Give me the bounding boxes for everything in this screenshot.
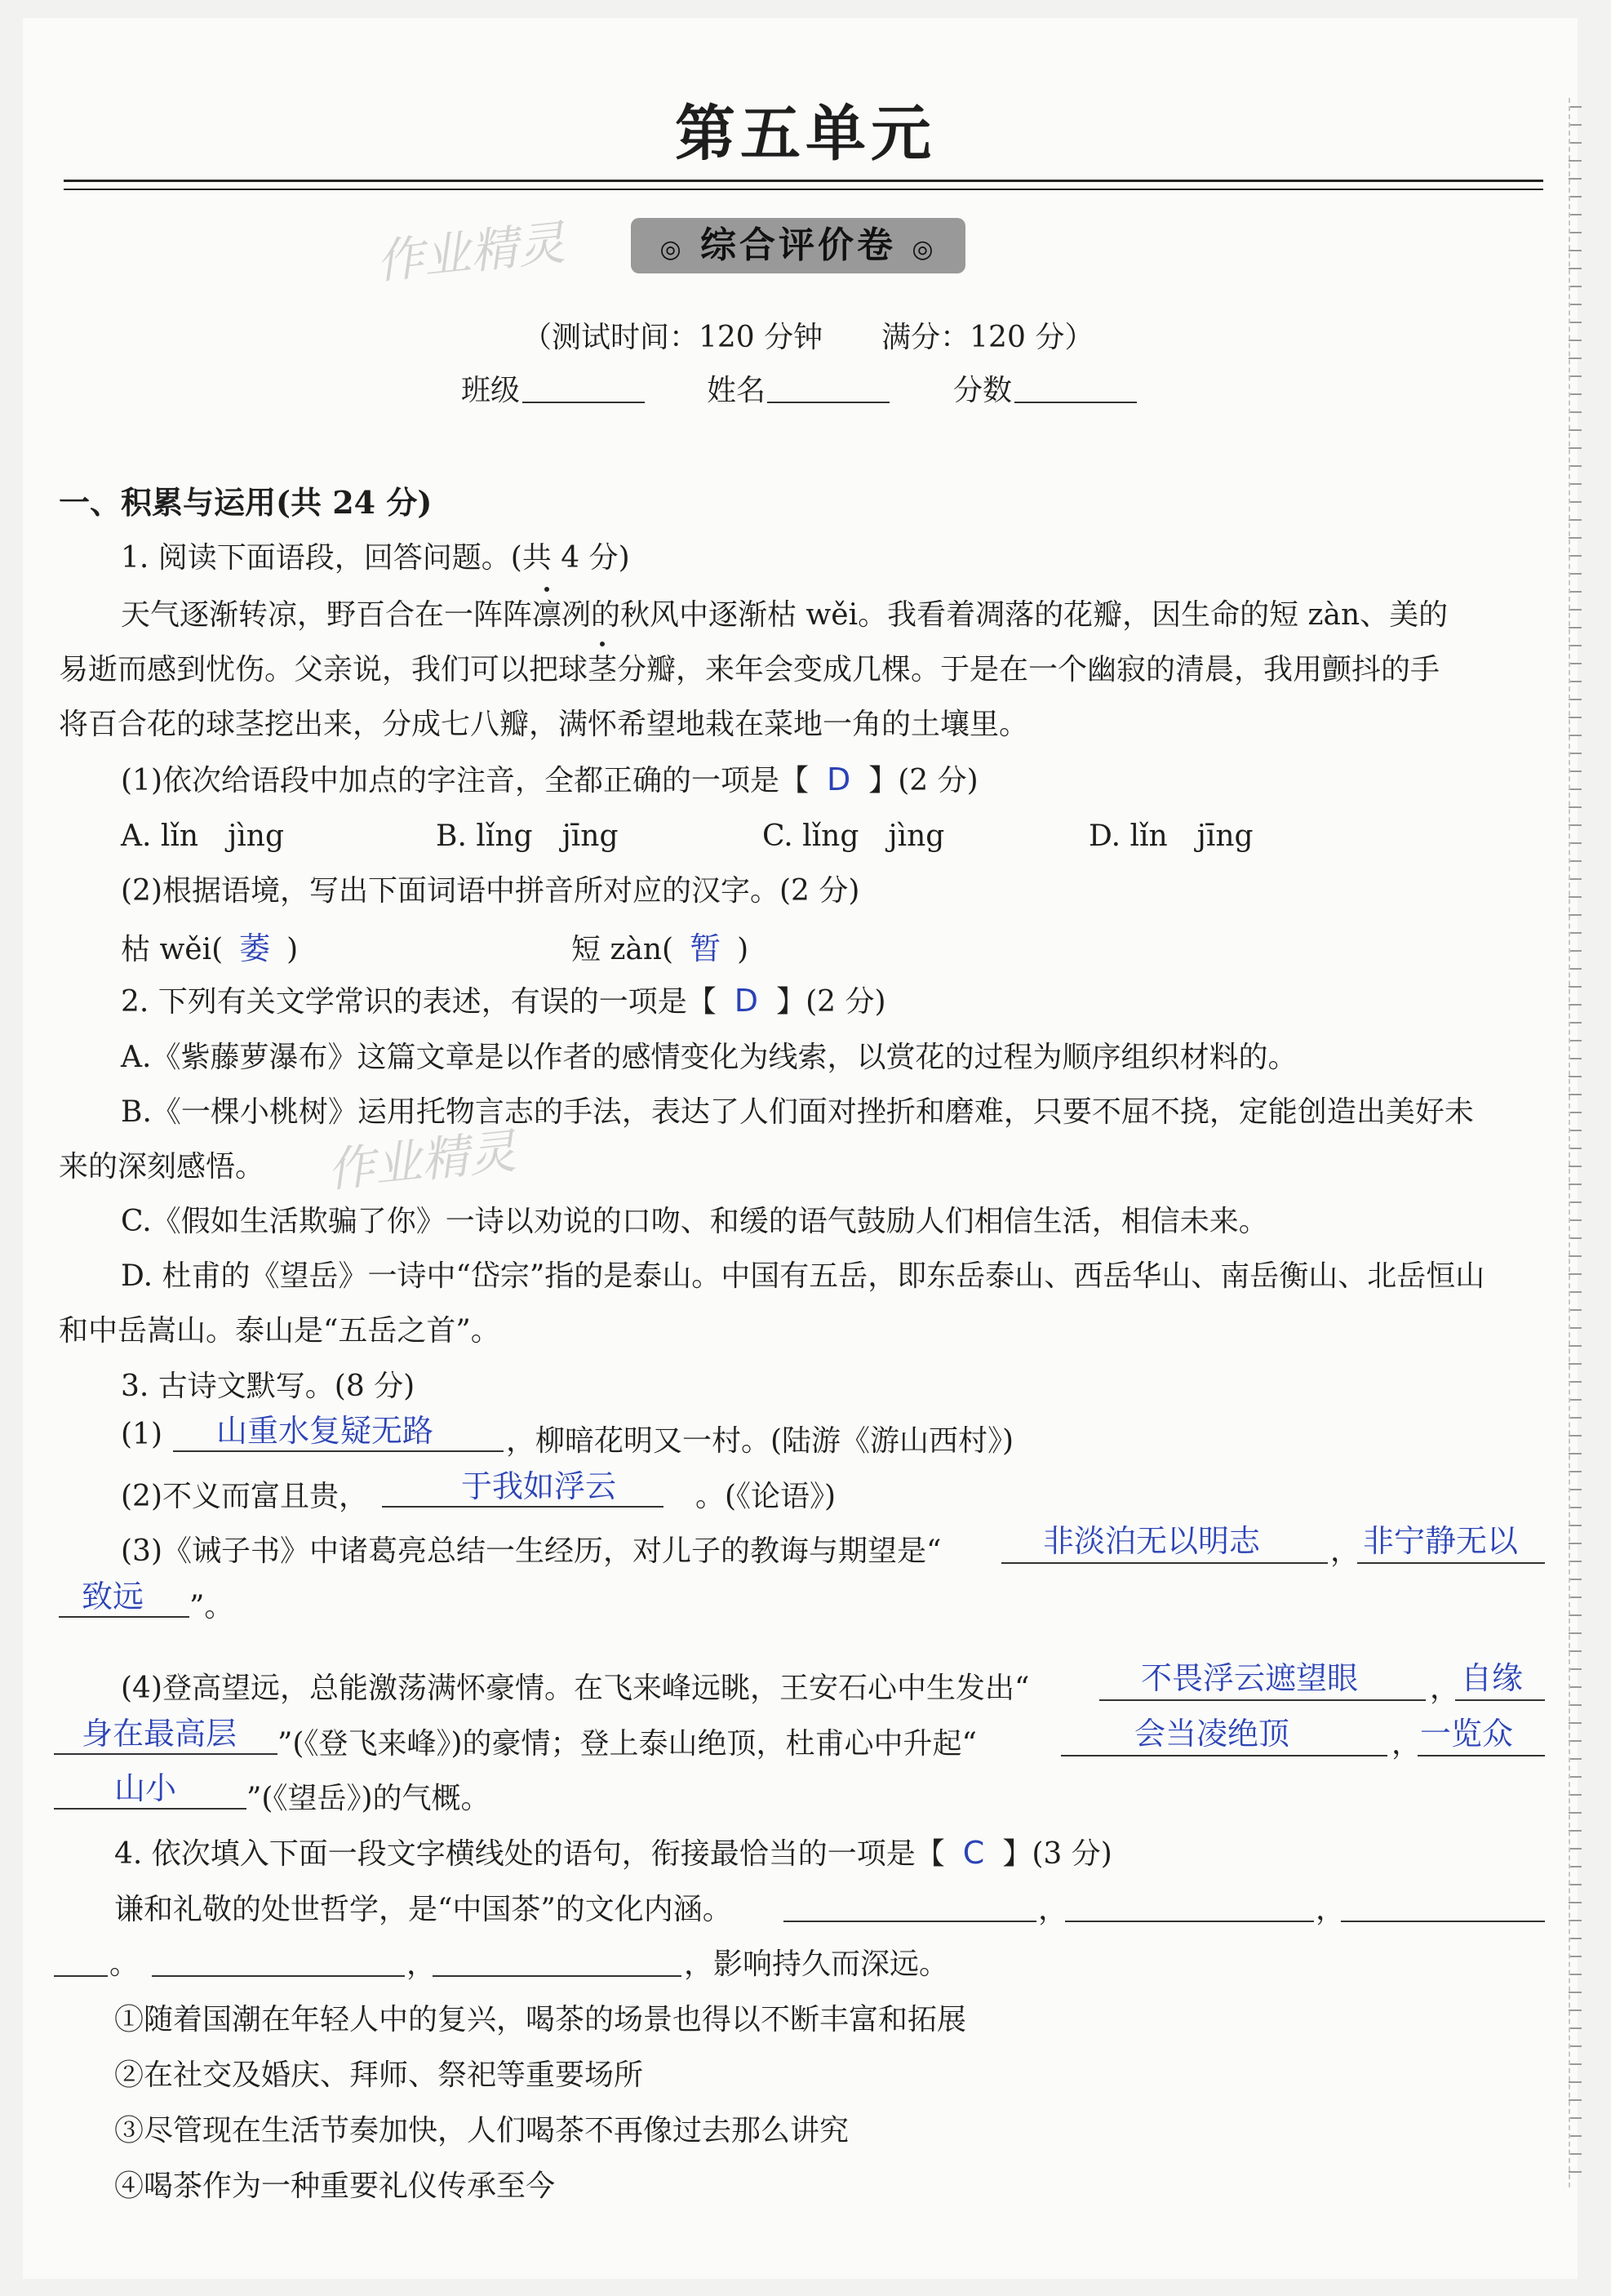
- q4-item-2: ②在社交及婚庆、拜师、祭祀等重要场所: [114, 2058, 644, 2092]
- q1-option-a: A. lǐn jìng: [121, 819, 285, 853]
- q4-passage-line1: 谦和礼敬的处世哲学，是“中国茶”的文化内涵。: [114, 1893, 732, 1926]
- q1-sub2: (2)根据语境，写出下面词语中拼音所对应的汉字。(2 分): [121, 874, 860, 908]
- score-label: 分数: [953, 374, 1013, 407]
- q1-dotted-char-1: 凛: [532, 592, 561, 633]
- q4-blank3a[interactable]: [1341, 1888, 1545, 1922]
- q3-s1-answer: 山重水复疑无路: [216, 1413, 434, 1449]
- q3-s2-rest: 。(《论语》): [695, 1480, 837, 1513]
- q1-sub2-w2-label: 短 zàn(: [571, 933, 674, 966]
- q4-blank1[interactable]: [783, 1888, 1036, 1922]
- q2-option-a: A.《紫藤萝瀑布》这篇文章是以作者的感情变化为线索，以赏花的过程为顺序组织材料的。: [121, 1041, 1298, 1074]
- watermark-2: 作业精灵: [324, 1123, 519, 1198]
- q3-s1-num: (1): [121, 1418, 162, 1451]
- q4-stem: [114, 1831, 1112, 1872]
- q3-s4-answer2a: 自缘: [1461, 1660, 1524, 1696]
- q3-s4-answer4b: 山小: [114, 1770, 177, 1806]
- exam-info: （测试时间：120 分钟 满分：120 分）: [522, 321, 1094, 354]
- banner-mark-right: ◎: [912, 235, 937, 264]
- q2-stem-text: 2. 下列有关文学常识的表述，有误的一项是【: [121, 985, 717, 1019]
- q2-option-b-line2: 来的深刻感悟。: [59, 1150, 265, 1184]
- q4-comma3: ，: [406, 1947, 437, 1981]
- q1-option-b: B. lǐng jīng: [436, 819, 619, 853]
- banner-label: 综合评价卷: [700, 224, 896, 266]
- q2-stem: [121, 979, 886, 1020]
- q3-s4-end: ”(《望岳》)的气概。: [246, 1782, 490, 1815]
- q3-s4-comma2: ，: [1391, 1727, 1422, 1761]
- q1-option-c: C. lǐng jìng: [762, 819, 945, 853]
- name-label: 姓名: [707, 374, 766, 407]
- q4-passage-end: ，影响持久而深远。: [684, 1947, 949, 1981]
- q2-option-d-line2: 和中岳嵩山。泰山是“五岳之首”。: [59, 1314, 500, 1348]
- q1-sub2-w1-label: 枯 wěi(: [121, 933, 224, 966]
- class-label: 班级: [461, 374, 521, 407]
- score-field[interactable]: [1014, 369, 1137, 403]
- q3-s3-end: ”。: [189, 1590, 234, 1623]
- watermark: 作业精灵: [373, 215, 568, 290]
- q1-p1a: 天气逐渐转凉，野百合在一阵阵: [121, 598, 533, 632]
- q1-passage-line3: 将百合花的球茎挖出来，分成七八瓣，满怀希望地栽在菜地一角的土壤里。: [59, 708, 1029, 741]
- q3-s3-answer2b: 致远: [82, 1579, 144, 1614]
- q1-sub1-points: 】(2 分): [868, 764, 979, 797]
- q1-stem: 1. 阅读下面语段，回答问题。(共 4 分): [121, 541, 630, 575]
- q1-sub1: [121, 757, 979, 799]
- q1-sub1-text: (1)依次给语段中加点的字注音，全都正确的一项是【: [121, 764, 809, 797]
- q2-option-c: C.《假如生活欺骗了你》一诗以劝说的口吻、和缓的语气鼓励人们相信生活，相信未来。: [121, 1205, 1268, 1238]
- q1-p2a: 易逝而感到忧伤。父亲说，我们可以把球: [59, 653, 588, 686]
- q3-s3-answer1: 非淡泊无以明志: [1043, 1523, 1261, 1559]
- q1-passage-line1: [121, 592, 1448, 633]
- q2-answer: D: [734, 983, 759, 1019]
- q4-blank4[interactable]: [152, 1943, 405, 1977]
- q4-item-1: ①随着国潮在年轻人中的复兴，喝茶的场景也得以不断丰富和拓展: [114, 2003, 967, 2036]
- q1-sub2-word2: [571, 923, 748, 968]
- q4-comma2: ，: [1316, 1893, 1346, 1926]
- q1-sub2-answer2: 暂: [690, 930, 721, 966]
- q2-option-d-line1: D. 杜甫的《望岳》一诗中“岱宗”指的是泰山。中国有五岳，即东岳泰山、西岳华山、南岳衡山、北岳恒山: [121, 1259, 1485, 1293]
- q3-s3-comma: ，: [1330, 1534, 1360, 1568]
- q4-blank2[interactable]: [1065, 1888, 1314, 1922]
- unit-title: 第五单元: [675, 99, 936, 169]
- q4-period: 。: [109, 1947, 140, 1981]
- q1-p1b: 冽的秋风中逐渐枯 wěi。我看着凋落的花瓣，因生命的短 zàn、美的: [561, 598, 1449, 632]
- q4-comma1: ，: [1038, 1893, 1068, 1926]
- q3-s4-comma: ，: [1430, 1672, 1460, 1705]
- q4-answer: C: [962, 1835, 985, 1871]
- banner-mark-left: ◎: [659, 235, 685, 264]
- q3-s1-rest: ，柳暗花明又一村。(陆游《游山西村》): [506, 1424, 1014, 1458]
- q1-sub2-w1-close: ): [286, 933, 299, 966]
- name-field[interactable]: [767, 369, 890, 403]
- q2-points: 】(2 分): [776, 985, 886, 1019]
- q1-passage-line2: [59, 646, 1440, 688]
- q1-option-d: D. lǐn jīng: [1089, 819, 1254, 853]
- q3-s4-answer2b: 身在最高层: [82, 1716, 237, 1752]
- q4-item-4: ④喝茶作为一种重要礼仪传承至今: [114, 2169, 556, 2203]
- q1-sub1-answer: D: [827, 762, 851, 797]
- q3-s4-answer3: 会当凌绝顶: [1134, 1716, 1290, 1752]
- q1-sub2-answer1: 萎: [239, 930, 271, 966]
- q4-item-3: ③尽管现在生活节奏加快，人们喝茶不再像过去那么讲究: [114, 2114, 850, 2147]
- q1-p2b: 分瓣，来年会变成几棵。于是在一个幽寂的清晨，我用颤抖的手: [617, 653, 1440, 686]
- title-rule-top: [64, 180, 1543, 182]
- section-title: 一、积累与运用(共 24 分): [59, 484, 433, 521]
- q3-s4-pre: (4)登高望远，总能激荡满怀豪情。在飞来峰远眺，王安石心中生发出“: [121, 1672, 1030, 1705]
- page-edge-decoration: [1569, 98, 1582, 2187]
- class-field[interactable]: [522, 369, 645, 403]
- q1-sub2-w2-close: ): [737, 933, 749, 966]
- q3-s4-mid: ”(《登飞来峰》)的豪情；登上泰山绝顶，杜甫心中升起“: [277, 1727, 977, 1761]
- q3-s3-answer2a: 非宁静无以: [1363, 1523, 1519, 1559]
- title-rule-bottom: [64, 189, 1543, 190]
- q1-sub2-word1: [121, 923, 298, 968]
- q3-s2-pre: (2)不义而富且贵，: [121, 1480, 368, 1513]
- q3-s4-answer4a: 一览众: [1420, 1716, 1514, 1752]
- q3-stem: 3. 古诗文默写。(8 分): [121, 1370, 415, 1403]
- q4-points: 】(3 分): [1002, 1837, 1112, 1871]
- q3-s3-pre: (3)《诫子书》中诸葛亮总结一生经历，对儿子的教诲与期望是“: [121, 1534, 942, 1568]
- q2-option-b-line1: B.《一棵小桃树》运用托物言志的手法，表达了人们面对挫折和磨难，只要不屈不挠，定能创造出美好未: [121, 1095, 1474, 1129]
- q1-dotted-char-2: 茎: [588, 646, 617, 688]
- q4-blank3b[interactable]: [54, 1943, 108, 1977]
- q3-s2-answer: 于我如浮云: [461, 1468, 617, 1504]
- q4-stem-text: 4. 依次填入下面一段文字横线处的语句，衔接最恰当的一项是【: [114, 1837, 945, 1871]
- q4-blank5[interactable]: [433, 1943, 681, 1977]
- exam-banner: [631, 218, 965, 273]
- q3-s4-answer1: 不畏浮云遮望眼: [1141, 1660, 1359, 1696]
